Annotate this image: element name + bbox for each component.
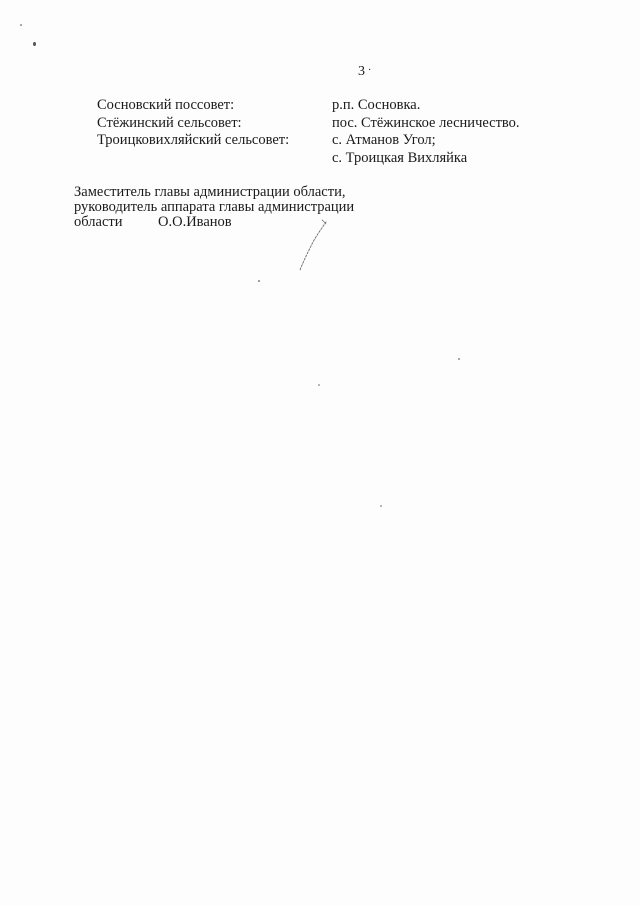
- council-name: Сосновский поссовет:: [97, 97, 235, 113]
- council-name: Стёжинский сельсовет:: [97, 114, 242, 131]
- settlements-list: [97, 97, 577, 167]
- council-name: Троицковихляйский сельсовет:: [97, 132, 290, 148]
- settlement-row: [97, 97, 577, 115]
- signatory-title-line-2: руководитель аппарата главы администрации: [74, 199, 355, 215]
- signatory-name: О.О.Иванов: [158, 214, 232, 230]
- signatory-title-tail: области: [74, 214, 123, 230]
- scan-speck: [20, 24, 22, 26]
- settlement-row: [97, 115, 577, 133]
- page-number-value: 3: [358, 64, 365, 79]
- page-number: [358, 63, 371, 80]
- administrative-center: с. Троицкая Вихляйка: [332, 149, 468, 166]
- scan-speck: [318, 384, 320, 386]
- scan-speck: [380, 505, 382, 507]
- handwritten-signature: [292, 218, 332, 274]
- scan-speck: [33, 42, 36, 46]
- scan-speck: [458, 358, 460, 360]
- administrative-center: с. Атманов Угол;: [332, 132, 436, 148]
- page-number-mark: ·: [368, 65, 372, 76]
- administrative-center: пос. Стёжинское лесничество.: [332, 114, 520, 131]
- settlement-row: [97, 132, 577, 150]
- administrative-center: р.п. Сосновка.: [332, 97, 421, 113]
- scan-speck: [258, 280, 260, 282]
- settlement-row: [97, 150, 577, 168]
- signatory-title-line-1: Заместитель главы администрации области,: [74, 184, 346, 200]
